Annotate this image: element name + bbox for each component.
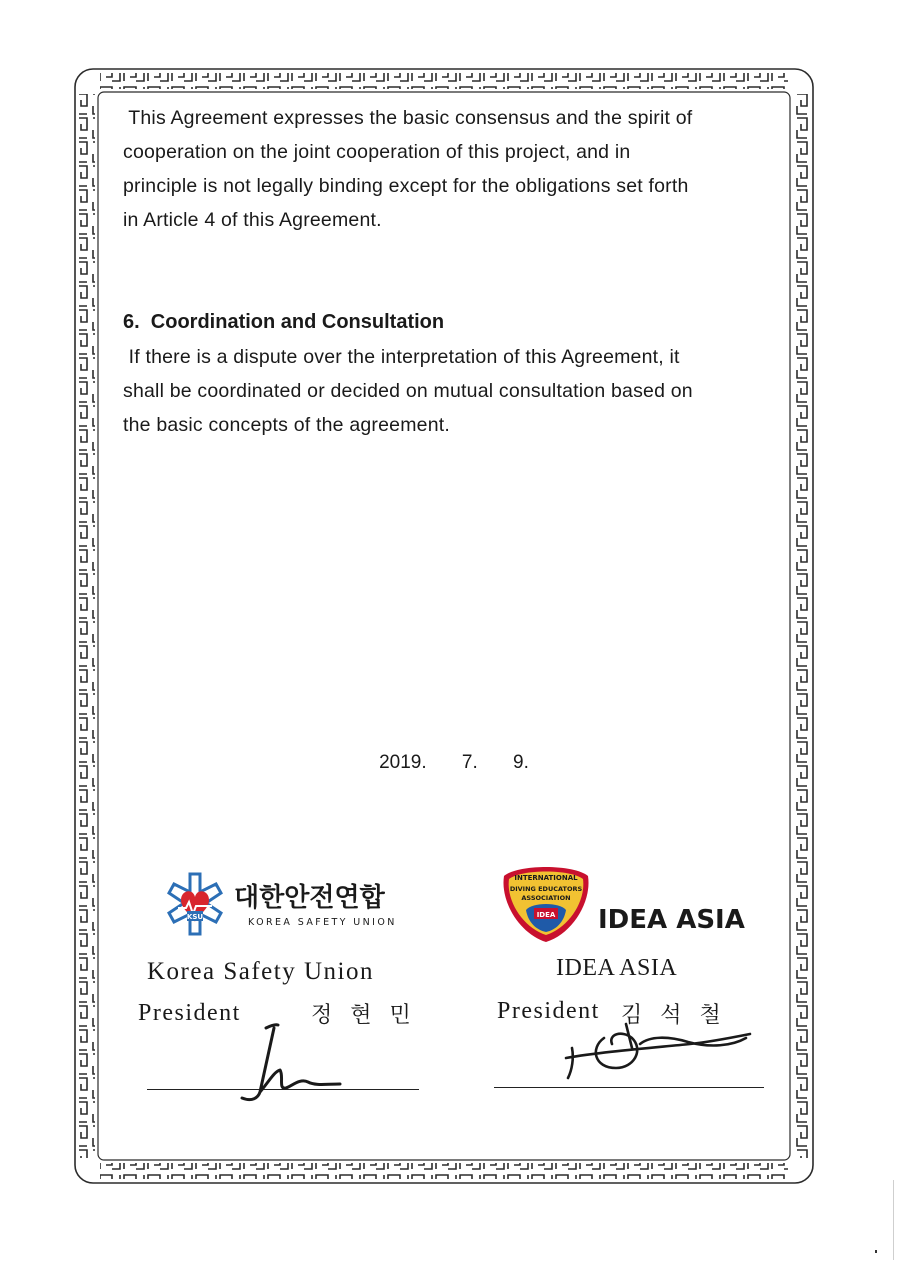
svg-text:DIVING EDUCATORS: DIVING EDUCATORS	[509, 885, 583, 893]
paragraph-line: principle is not legally binding except for the obligations set forth	[123, 175, 689, 197]
right-president-title: President	[497, 998, 600, 1024]
paragraph-line: This Agreement expresses the basic consensus and the spirit of	[123, 107, 693, 129]
scan-edge-mark	[893, 1180, 894, 1260]
star-of-life-icon	[169, 874, 221, 934]
section-heading: 6. Coordination and Consultation	[123, 311, 445, 333]
left-signature	[230, 1020, 370, 1110]
svg-text:대한안전연합: 대한안전연합	[234, 883, 385, 913]
paragraph-line: the basic concepts of the agreement.	[123, 414, 450, 436]
agreement-binding-paragraph	[123, 101, 783, 237]
paragraph-line: shall be coordinated or decided on mutual consultation based on	[123, 380, 693, 402]
paragraph-line: in Article 4 of this Agreement.	[123, 209, 382, 231]
svg-text:KOREA SAFETY UNION: KOREA SAFETY UNION	[248, 917, 397, 928]
right-org-name: IDEA ASIA	[556, 955, 678, 981]
svg-text:KSU: KSU	[186, 913, 204, 921]
svg-text:INTERNATIONAL: INTERNATIONAL	[514, 874, 578, 882]
paragraph-line: cooperation on the joint cooperation of this project, and in	[123, 141, 631, 163]
svg-text:IDEA ASIA: IDEA ASIA	[598, 905, 745, 935]
ksu-logo	[160, 870, 400, 940]
right-signature	[560, 1004, 760, 1084]
left-president-title: President	[138, 1000, 241, 1026]
agreement-date: 2019. 7. 9.	[379, 752, 529, 773]
idea-asia-logo	[498, 862, 768, 946]
svg-text:ASSOCIATION: ASSOCIATION	[521, 894, 571, 902]
right-signature-line	[494, 1087, 764, 1088]
left-president-name: 정현민	[311, 1003, 429, 1028]
right-president-name: 김석철	[621, 1003, 739, 1028]
paragraph-line: If there is a dispute over the interpretation of this Agreement, it	[123, 346, 680, 368]
idea-shield-icon	[503, 867, 588, 942]
coordination-paragraph	[123, 340, 783, 442]
svg-text:IDEA: IDEA	[536, 911, 556, 919]
scan-dot	[875, 1250, 877, 1253]
left-org-name: Korea Safety Union	[147, 958, 374, 985]
